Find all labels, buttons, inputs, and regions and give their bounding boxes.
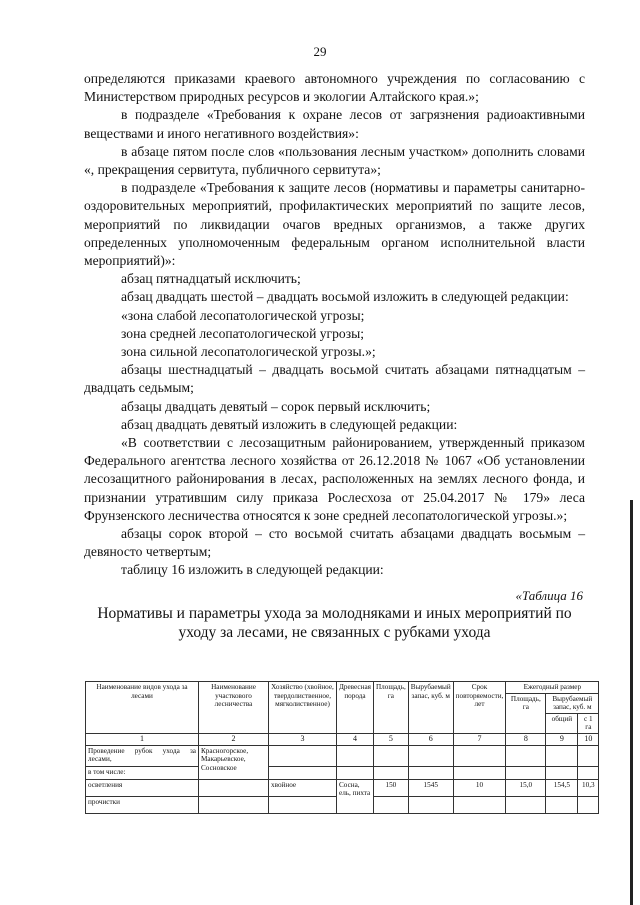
page-number: 29 [313, 44, 327, 59]
header-annual-stock: Вырубаемый запас, куб. м [546, 693, 599, 713]
table-row [86, 779, 599, 796]
cell-empty [408, 796, 453, 813]
column-number-row [86, 733, 599, 745]
header-area: Площадь, га [373, 682, 408, 734]
header-annual-area: Площадь, га [506, 693, 546, 733]
header-stock-total: общий [546, 713, 578, 733]
cell-area: 150 [373, 779, 408, 796]
scan-edge-mark [630, 500, 633, 905]
header-cycle: Срок повторяемости, лет [453, 682, 506, 734]
header-species: Древесная порода [337, 682, 374, 734]
paragraph: в подразделе «Требования к защите лесов (нормативы и параметры санитарно-оздоровительных мероприятий, профилактических мероприятий по защите лесов, мероприятий по ликвидации очагов вредных организмов, а также других определенных уполномоченным федеральным органом исполнительной власти мероприятий)»: [84, 180, 585, 269]
cell-empty [373, 796, 408, 813]
column-number: 4 [337, 733, 374, 745]
cell-empty [546, 745, 578, 766]
table-row [86, 766, 599, 779]
paragraph: таблицу 16 изложить в следующей редакции: [121, 562, 384, 578]
cell-empty [506, 796, 546, 813]
cell-activity: в том числе: [86, 766, 199, 779]
body-text [84, 70, 585, 580]
cell-empty [546, 796, 578, 813]
header-forestry: Наименование участкового лесничества [199, 682, 269, 734]
paragraph: в абзаце пятом после слов «пользования лесным участком» дополнить словами «, прекращения сервитута, публичного сервитута»; [84, 143, 585, 178]
table-title: Нормативы и параметры ухода за молодняками и иных мероприятий по уходу за лесами, не связанных с рубками ухода [97, 605, 572, 641]
cell-species: Сосна, ель, пихта [337, 779, 374, 813]
cell-activity: прочистки [86, 796, 199, 813]
cell-empty [546, 766, 578, 779]
cell-forestry: Красногорское, Макарьевское, Сосновское [199, 745, 269, 779]
cell-cycle: 10 [453, 779, 506, 796]
column-number: 3 [269, 733, 337, 745]
cell-activity: осветления [86, 779, 199, 796]
column-number: 10 [578, 733, 599, 745]
cell-empty [337, 766, 374, 779]
cell-empty [199, 796, 269, 813]
header-farm: Хозяйство (хвойное, твердолиственное, мягколиственное) [269, 682, 337, 734]
paragraph: абзацы сорок второй – сто восьмой считать абзацами двадцать восьмым – девяносто четвертым; [84, 526, 585, 560]
cell-empty [578, 766, 599, 779]
table-caption: «Таблица 16 [515, 588, 583, 603]
paragraph: зона сильной лесопатологической угрозы.»; [121, 344, 376, 360]
cell-empty [373, 766, 408, 779]
cell-annual-area: 15,0 [506, 779, 546, 796]
column-number: 8 [506, 733, 546, 745]
cell-empty [506, 745, 546, 766]
cell-empty [269, 796, 337, 813]
paragraph: зона средней лесопатологической угрозы; [121, 325, 365, 341]
column-number: 7 [453, 733, 506, 745]
column-number: 5 [373, 733, 408, 745]
header-annual: Ежегодный размер [506, 682, 599, 694]
paragraph: абзацы двадцать девятый – сорок первый исключить; [121, 398, 431, 414]
cell-stock-per-ha: 10,3 [578, 779, 599, 796]
paragraph: абзац двадцать шестой – двадцать восьмой изложить в следующей редакции: [121, 289, 569, 305]
cell-empty [578, 796, 599, 813]
cell-empty [506, 766, 546, 779]
paragraph: абзацы шестнадцатый – двадцать восьмой считать абзацами пятнадцатым – двадцать седьмым; [84, 362, 585, 396]
cell-empty [408, 745, 453, 766]
table-row [86, 745, 599, 766]
paragraph: абзац двадцать девятый изложить в следующей редакции: [121, 416, 458, 432]
cell-empty [453, 796, 506, 813]
cell-empty [408, 766, 453, 779]
cell-empty [373, 745, 408, 766]
paragraph: «зона слабой лесопатологической угрозы; [121, 307, 365, 323]
paragraph: абзац пятнадцатый исключить; [121, 271, 301, 287]
column-number: 9 [546, 733, 578, 745]
column-number: 2 [199, 733, 269, 745]
paragraph: «В соответствии с лесозащитным районированием, утвержденный приказом Федерального агентства лесного хозяйства от 26.12.2018 № 1067 «Об установлении лесозащитного районирования в лесах, расположенных на землях лесного фонда, и признании утратившим силу приказа Рослесхоза от 25.04.2017 № 179» леса Фрунзенского лесничества относятся к зоне средней лесопатологической угрозы.»; [84, 435, 585, 523]
paragraph: в подразделе «Требования к охране лесов от загрязнения радиоактивными веществами и иного негативного воздействия»: [84, 107, 585, 141]
paragraph: определяются приказами краевого автономного учреждения по согласованию с Министерством природных ресурсов и экологии Алтайского края.»; [84, 71, 585, 105]
cell-empty [337, 745, 374, 766]
column-number: 6 [408, 733, 453, 745]
column-number: 1 [86, 733, 199, 745]
cell-empty [199, 779, 269, 796]
cell-farm: хвойное [269, 779, 337, 796]
header-activity: Наименование видов ухода за лесами [86, 682, 199, 734]
cell-empty [453, 745, 506, 766]
cell-empty [453, 766, 506, 779]
header-stock-per-ha: с 1 га [578, 713, 599, 733]
cell-empty [269, 745, 337, 766]
header-felled-stock: Вырубаемый запас, куб. м [408, 682, 453, 734]
cell-empty [269, 766, 337, 779]
cell-empty [578, 745, 599, 766]
norms-table [85, 681, 599, 814]
table-header-row [86, 682, 599, 694]
cell-felled: 1545 [408, 779, 453, 796]
cell-activity: Проведение рубок ухода за лесами, [86, 745, 199, 766]
cell-stock-total: 154,5 [546, 779, 578, 796]
